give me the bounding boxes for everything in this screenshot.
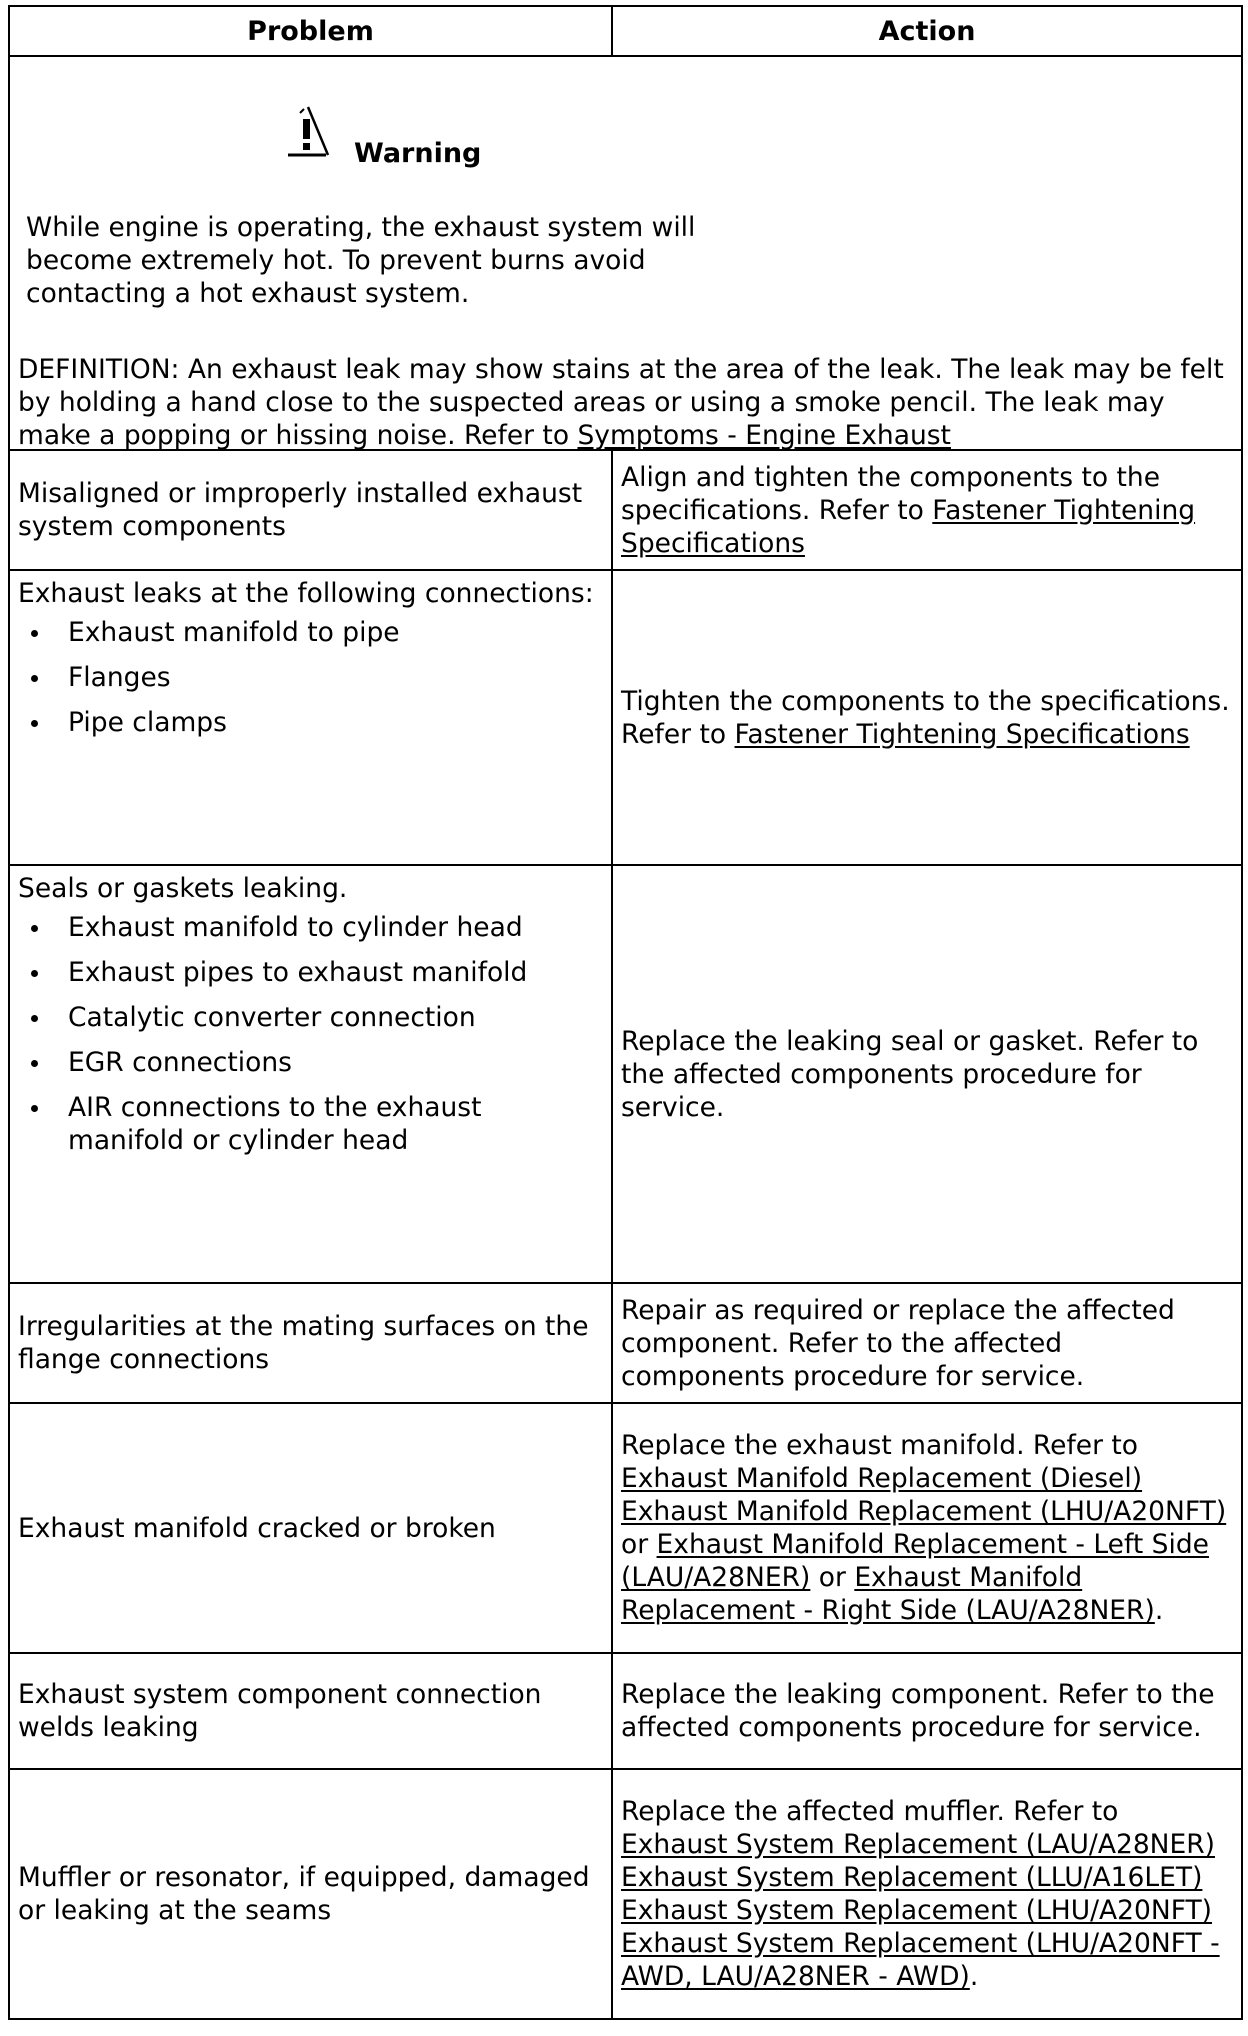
exhaust-system-replacement-lhu-link[interactable]: Exhaust System Replacement (LHU/A20NFT)	[621, 1895, 1212, 1926]
warning-title: Warning	[354, 138, 482, 169]
warning-icon	[286, 105, 350, 163]
problem-cell	[9, 865, 612, 1283]
problem-text: Misaligned or improperly installed exhaust system components	[18, 478, 583, 542]
problem-cell	[9, 1403, 612, 1653]
list-item: EGR connections	[68, 1046, 603, 1079]
exhaust-manifold-replacement-lhu-link[interactable]: Exhaust Manifold Replacement (LHU/A20NFT)	[621, 1496, 1227, 1527]
exhaust-system-replacement-llu-link[interactable]: Exhaust System Replacement (LLU/A16LET)	[621, 1862, 1203, 1893]
table-header-row	[9, 6, 1242, 56]
fastener-tightening-specifications-link[interactable]: Fastener Tightening Specifications	[621, 494, 1196, 559]
diagnostic-table	[8, 5, 1243, 2020]
problem-text: Exhaust manifold cracked or broken	[18, 1512, 496, 1544]
action-text: Replace the leaking component. Refer to the affected components procedure for service.	[621, 1679, 1215, 1743]
exhaust-system-replacement-awd-link[interactable]: Exhaust System Replacement (LHU/A20NFT - AWD, LAU/A28NER - AWD)	[621, 1928, 1220, 1992]
exhaust-system-replacement-lau-link[interactable]: Exhaust System Replacement (LAU/A28NER)	[621, 1829, 1215, 1860]
period: .	[969, 1961, 979, 1992]
action-text: Replace the exhaust manifold. Refer to	[621, 1430, 1138, 1461]
definition-text	[18, 353, 1236, 452]
seal-list	[18, 911, 603, 1157]
list-item: Pipe clamps	[68, 706, 603, 739]
action-text: Replace the affected muffler. Refer to	[621, 1796, 1119, 1827]
symptoms-engine-exhaust-link[interactable]: Symptoms - Engine Exhaust	[577, 420, 951, 451]
problem-cell	[9, 1769, 612, 2019]
table-row	[9, 1283, 1242, 1403]
or-separator: or	[810, 1562, 855, 1593]
list-item: Exhaust pipes to exhaust manifold	[68, 956, 603, 989]
list-item: Catalytic converter connection	[68, 1001, 603, 1034]
action-text: Repair as required or replace the affected component. Refer to the affected components procedure for service.	[621, 1294, 1175, 1392]
list-item: Exhaust manifold to cylinder head	[68, 911, 603, 944]
table-row	[9, 1653, 1242, 1769]
problem-text: Exhaust system component connection welds leaking	[18, 1679, 542, 1743]
list-item: Exhaust manifold to pipe	[68, 616, 603, 649]
table-row	[9, 450, 1242, 570]
problem-cell	[9, 450, 612, 570]
action-cell	[612, 570, 1242, 865]
problem-text: Exhaust leaks at the following connections:	[18, 578, 594, 609]
or-separator: or	[621, 1529, 657, 1560]
action-text: Tighten the components to the specifications. Refer to	[621, 685, 1230, 750]
action-text: Replace the leaking seal or gasket. Refer to the affected components procedure for service.	[621, 1025, 1199, 1123]
action-text: Align and tighten the components to the specifications. Refer to	[621, 461, 1161, 526]
exhaust-manifold-replacement-right-link[interactable]: Exhaust Manifold Replacement - Right Side (LAU/A28NER)	[621, 1562, 1155, 1626]
action-column-header: Action	[612, 6, 1242, 56]
problem-cell	[9, 570, 612, 865]
list-item: Flanges	[68, 661, 603, 694]
fastener-tightening-specifications-link[interactable]: Fastener Tightening Specifications	[734, 718, 1190, 750]
problem-text: Muffler or resonator, if equipped, damaged or leaking at the seams	[18, 1862, 590, 1926]
exhaust-manifold-replacement-diesel-link[interactable]: Exhaust Manifold Replacement (Diesel)	[621, 1463, 1143, 1494]
action-cell	[612, 1283, 1242, 1403]
table-row	[9, 865, 1242, 1283]
period: .	[1154, 1595, 1164, 1626]
warning-row	[9, 56, 1242, 450]
problem-column-header: Problem	[9, 6, 612, 56]
definition-body: DEFINITION: An exhaust leak may show stains at the area of the leak. The leak may be felt by holding a hand close to the suspected areas or using a smoke pencil. The leak may make a popping or hissing noise. Refer to	[18, 354, 1224, 451]
problem-cell	[9, 1653, 612, 1769]
table-row	[9, 1403, 1242, 1653]
warning-cell	[9, 56, 1242, 450]
action-cell	[612, 1769, 1242, 2019]
problem-text: Irregularities at the mating surfaces on the flange connections	[18, 1311, 589, 1375]
connection-list	[18, 616, 603, 739]
list-item: AIR connections to the exhaust manifold or cylinder head	[68, 1091, 603, 1157]
action-cell	[612, 1653, 1242, 1769]
table-row	[9, 1769, 1242, 2019]
exhaust-manifold-replacement-left-link[interactable]: Exhaust Manifold Replacement - Left Side (LAU/A28NER)	[621, 1529, 1209, 1593]
table-row	[9, 570, 1242, 865]
action-cell	[612, 865, 1242, 1283]
action-cell	[612, 1403, 1242, 1653]
warning-text: While engine is operating, the exhaust system will become extremely hot. To prevent burns avoid contacting a hot exhaust system.	[26, 212, 696, 309]
action-cell	[612, 450, 1242, 570]
problem-text: Seals or gaskets leaking.	[18, 873, 348, 904]
problem-cell	[9, 1283, 612, 1403]
